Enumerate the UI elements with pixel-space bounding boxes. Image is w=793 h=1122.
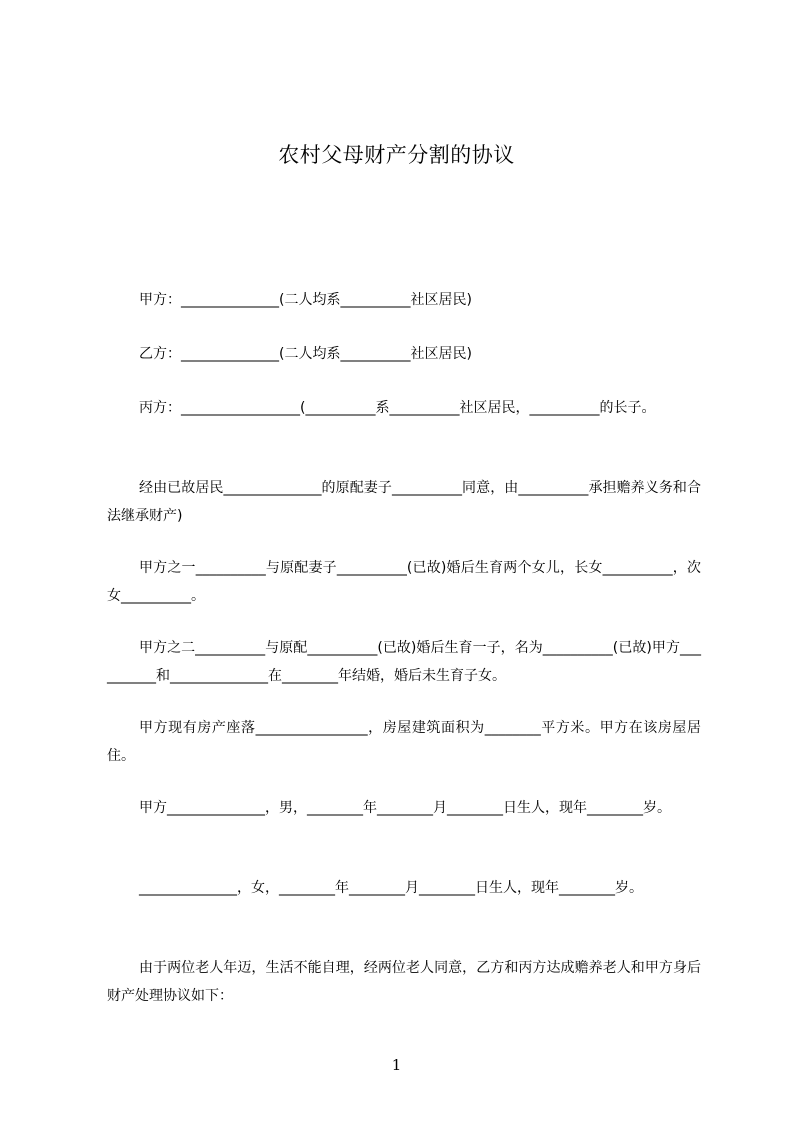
party-b-line: 乙方：______________(二人均系__________社区居民) [139, 346, 472, 362]
consent-paragraph: 经由已故居民______________的原配妻子__________同意，由__________承担赡养义务和合法继承财产) [107, 480, 701, 524]
agreement-intro-paragraph: 由于两位老人年迈，生活不能自理，经两位老人同意，乙方和丙方达成赡养老人和甲方身后财产处理协议如下： [107, 960, 701, 1004]
page-number: 1 [391, 1056, 402, 1074]
party-a-line: 甲方：______________(二人均系__________社区居民) [139, 292, 472, 308]
party-c-paragraph: 丙方：_________________(__________系__________社区居民，__________的长子。 [139, 400, 656, 416]
party-a-two-family-paragraph: 甲方之二__________与原配__________(已故)婚后生育一子，名为__________(已故)甲方__________和______________在________年结婚，婚后未生育子女。 [107, 640, 701, 684]
document-title: 农村父母财产分割的协议 [278, 143, 515, 167]
male-elder-paragraph: 甲方______________，男，________年________月________日生人，现年________岁。 [139, 800, 671, 816]
party-a-one-family-paragraph: 甲方之一__________与原配妻子__________(已故)婚后生育两个女儿，长女__________，次女__________。 [107, 560, 701, 604]
female-elder-paragraph: ______________，女，________年________月________日生人，现年________岁。 [139, 880, 643, 896]
property-paragraph: 甲方现有房产座落________________，房屋建筑面积为________平方米。甲方在该房屋居住。 [107, 720, 701, 764]
